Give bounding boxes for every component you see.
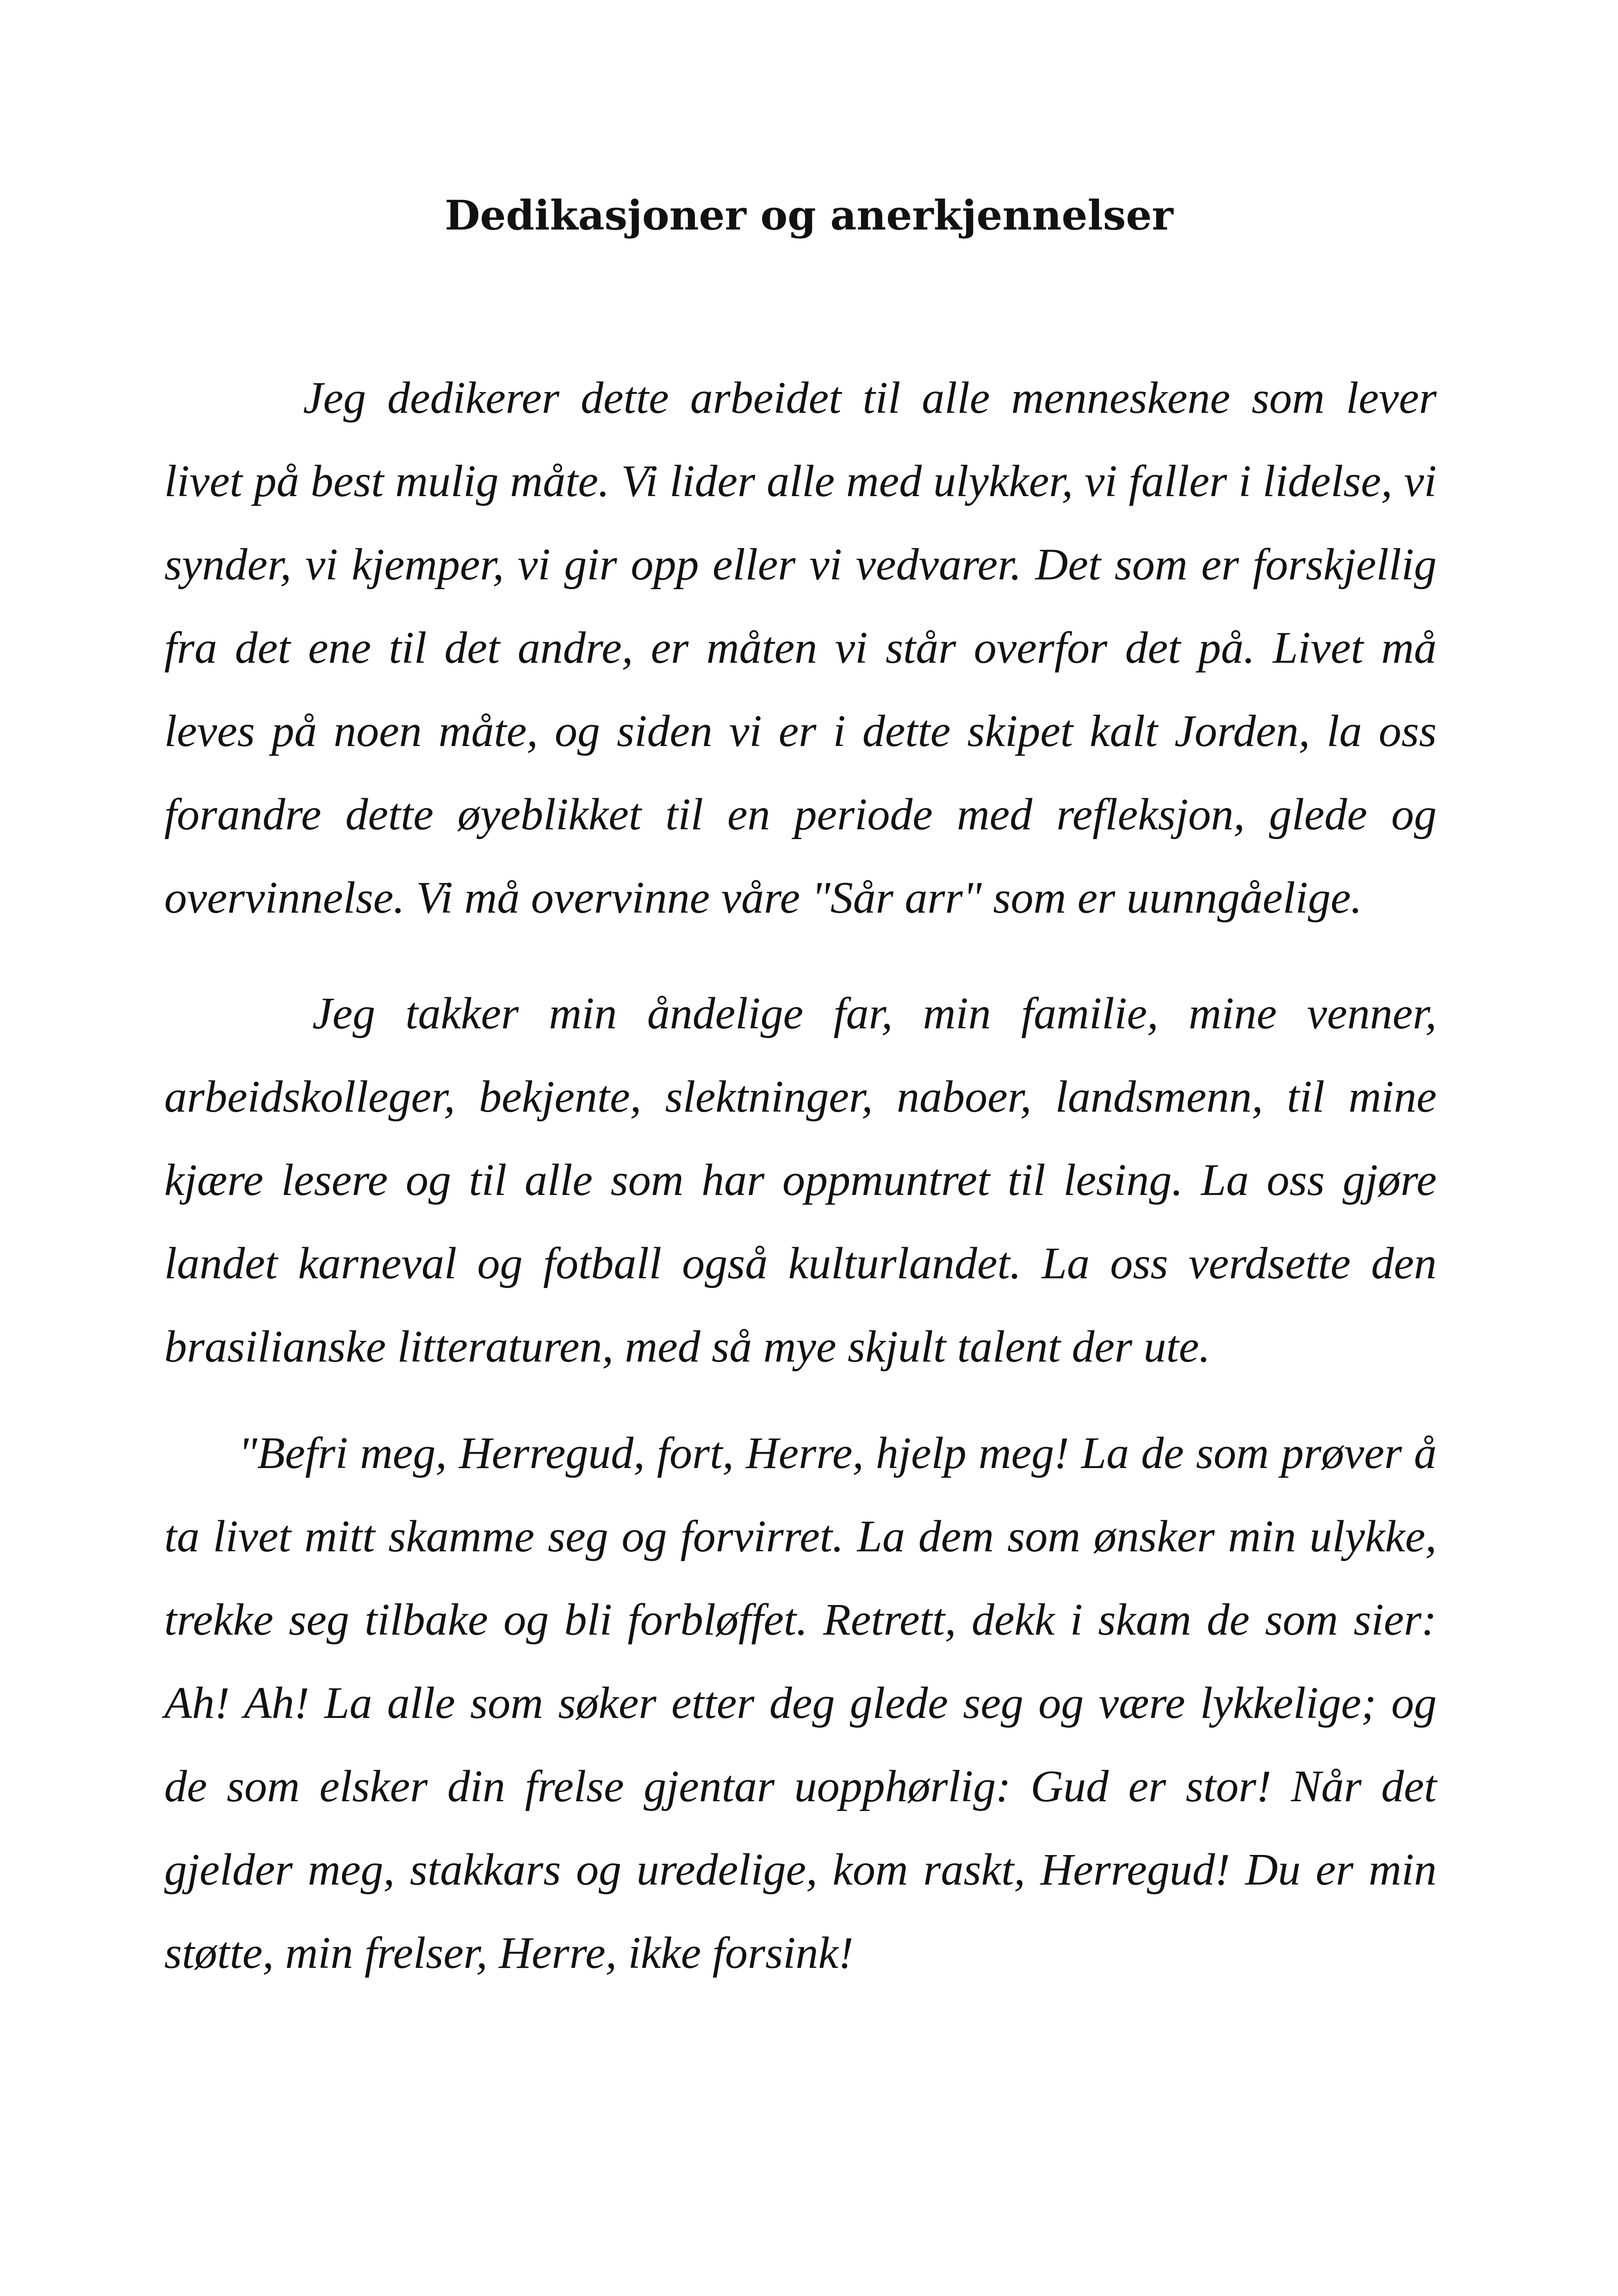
page-title: Dedikasjoner og anerkjennelser (445, 191, 1173, 239)
dedication-paragraph: Jeg dedikerer dette arbeidet til alle menneskene som lever livet på best mulig måte. Vi lider alle med ulykker, vi faller i lidelse, vi synder, vi kjemper, vi gir opp eller vi vedvarer. Det som er forskjellig fra det ene til det andre, er måten vi står overfor det på. Livet må leves på noen måte, og siden vi er i dette skipet kalt Jorden, la oss forandre dette øyeblikket til en periode med refleksjon, glede og overvinnelse. Vi må overvinne våre "Sår arr" som er uunngåelige. (164, 373, 1437, 923)
acknowledgement-paragraph: Jeg takker min åndelige far, min familie, mine venner, arbeidskolleger, bekjente, slektninger, naboer, landsmenn, til mine kjære lesere og til alle som har oppmuntret til lesing. La oss gjøre landet karneval og fotball også kulturlandet. La oss verdsette den brasilianske litteraturen, med så mye skjult talent der ute. (164, 989, 1437, 1372)
prayer-quote-paragraph: "Befri meg, Herregud, fort, Herre, hjelp meg! La de som prøver å ta livet mitt skamme seg og forvirret. La dem som ønsker min ulykke, trekke seg tilbake og bli forbløffet. Retrett, dekk i skam de som sier: Ah! Ah! La alle som søker etter deg glede seg og være lykkelige; og de som elsker din frelse gjentar uopphørlig: Gud er stor! Når det gjelder meg, stakkars og uredelige, kom raskt, Herregud! Du er min støtte, min frelser, Herre, ikke forsink! (164, 1428, 1437, 1978)
